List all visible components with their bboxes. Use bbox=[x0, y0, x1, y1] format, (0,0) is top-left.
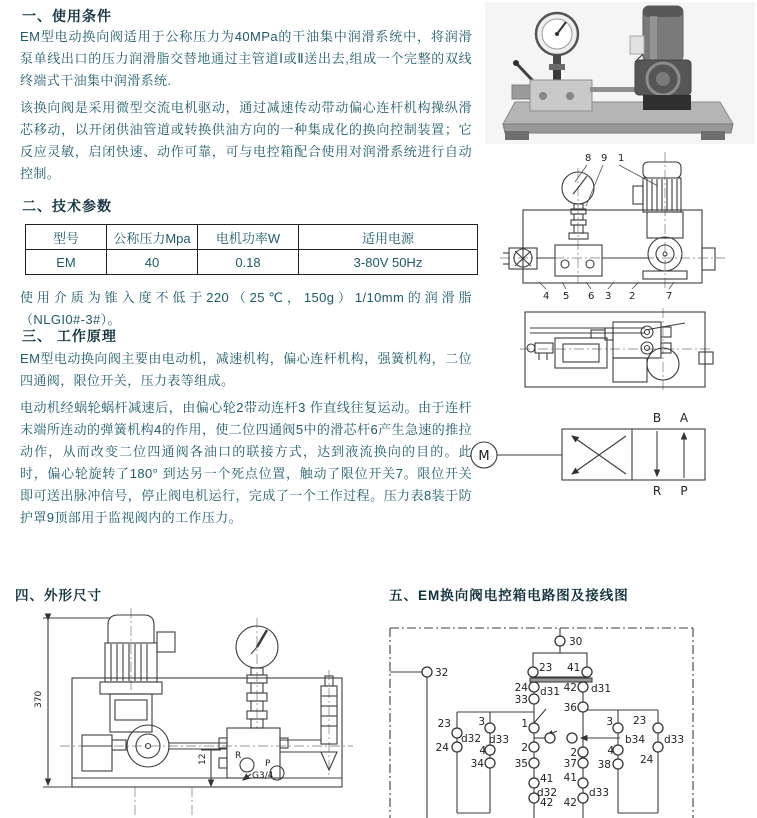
outline-dimension-drawing bbox=[15, 600, 370, 818]
terminal-42-b: 42 bbox=[563, 797, 577, 809]
terminal-42-a: 42 bbox=[540, 797, 554, 809]
spec-table-header-row bbox=[26, 225, 478, 250]
assembly-top-view-drawing bbox=[495, 302, 755, 397]
principle-paragraph-1: EM型电动换向阀主要由电动机，减速机构，偏心连杆机构，强簧机构，二位四通阀，限位开关，压力表等组成。 bbox=[20, 351, 472, 388]
section-dimensions-title: 四、外形尺寸 bbox=[15, 588, 102, 603]
usage-paragraph-2: 该换向阀是采用微型交流电机驱动，通过减速传动带动偏心连杆机构操纵滑芯移动，以开闭供油管道或转换供油方向的一种集成化的换向控制装置；它反应灵敏，启闭快速、动作可靠，可与电控箱配合使用对润滑系统进行自动控制。 bbox=[20, 100, 472, 181]
terminal-41-box: 41 bbox=[567, 662, 581, 674]
assembly-side-view-drawing bbox=[495, 148, 755, 300]
terminal-41-a: 41 bbox=[540, 773, 554, 785]
valve-port-a: A bbox=[679, 411, 689, 425]
terminal-37: 37 bbox=[563, 758, 577, 770]
terminal-23-right: 23 bbox=[633, 715, 647, 727]
callout-1: 1 bbox=[618, 153, 625, 164]
spec-cell-model: EM bbox=[26, 250, 107, 275]
spec-header-supply: 适用电源 bbox=[299, 225, 478, 250]
callout-8: 8 bbox=[585, 153, 592, 164]
terminal-24-left: 24 bbox=[435, 742, 449, 754]
section-specs-title: 二、技术参数 bbox=[22, 198, 112, 214]
principle-paragraph-2: 电动机经蜗轮蜗杆减速后，由偏心轮2带动连杆3 作直线往复运动。由于连杆末端所连动的弹簧机构4的作用，使二位四通阀5中的滑芯杆6产生急速的推拉动作，从而改变二位四通阀各油口的联接方式，达到液流换向的目的。此时，偏心轮旋转了180° 到达另一个死点位置，触动了限位开关7。限位开关即可送出脉冲信号，停止阀电机运行，完成了一个工作过程。压力表8装于防护罩9顶部用于监视阀内的工作压力。 bbox=[20, 400, 472, 525]
dim-12-label: 12 bbox=[198, 753, 208, 765]
spec-header-model: 型号 bbox=[26, 225, 107, 250]
terminal-35: 35 bbox=[514, 758, 528, 770]
terminal-23-box: 23 bbox=[539, 662, 553, 674]
terminal-d33-center: d33 bbox=[489, 734, 510, 746]
section-usage-title: 一、使用条件 bbox=[22, 8, 112, 24]
terminal-d32-bottom: d32 bbox=[537, 787, 558, 799]
section-wiring-title: 五、EM换向阀电控箱电路图及接线图 bbox=[389, 588, 629, 603]
section-principle-body bbox=[20, 348, 472, 534]
section-principle-title: 三、 工作原理 bbox=[22, 328, 117, 344]
terminal-42-a: 42 bbox=[563, 682, 577, 694]
spec-header-pressure: 公称压力Mpa bbox=[107, 225, 198, 250]
terminal-d33-bottom: d33 bbox=[589, 787, 610, 799]
valve-port-r: R bbox=[652, 484, 662, 498]
terminal-d32-left: d32 bbox=[461, 733, 482, 745]
terminal-23-left: 23 bbox=[437, 718, 451, 730]
callout-9: 9 bbox=[601, 153, 608, 164]
callout-4: 4 bbox=[543, 291, 550, 300]
valve-port-b: B bbox=[652, 411, 662, 425]
valve-schematic-symbol bbox=[468, 405, 757, 505]
callout-2: 2 bbox=[629, 291, 636, 300]
terminal-38: 38 bbox=[597, 759, 611, 771]
terminal-3-right: 3 bbox=[606, 716, 613, 728]
usage-paragraph-1: EM型电动换向阀适用于公称压力为40MPa的干油集中润滑系统中，将润滑泵单线出口的压力润滑脂交替地通过主管道Ⅰ或Ⅱ送出去,组成一个完整的双线终端式干油集中润滑系统. bbox=[20, 29, 472, 88]
spec-cell-power: 0.18 bbox=[198, 250, 299, 275]
spec-table bbox=[25, 224, 478, 275]
spec-note: 使用介质为锥入度不低于220（25℃，150g）1/10mm的润滑脂（NLGI0#-3#）。 bbox=[20, 290, 472, 327]
callout-6: 6 bbox=[588, 291, 595, 300]
terminal-d33-right: d33 bbox=[664, 734, 685, 746]
valve-motor-label: M bbox=[478, 449, 490, 464]
wiring-circuit-diagram bbox=[385, 615, 757, 818]
terminal-2-b: 2 bbox=[570, 747, 577, 759]
dim-370-label: 370 bbox=[34, 690, 44, 708]
terminal-2-a: 2 bbox=[521, 742, 528, 754]
port-r-label: R bbox=[235, 751, 242, 761]
terminal-41-b: 41 bbox=[563, 772, 577, 784]
terminal-30: 30 bbox=[569, 636, 583, 648]
terminal-24-a: 24 bbox=[514, 682, 528, 694]
valve-port-p: P bbox=[680, 484, 688, 498]
terminal-33: 33 bbox=[514, 694, 528, 706]
terminal-d31-a: d31 bbox=[540, 686, 561, 698]
callout-7: 7 bbox=[666, 291, 673, 300]
terminal-1: 1 bbox=[521, 718, 528, 730]
callout-5: 5 bbox=[563, 291, 570, 300]
terminal-4-left: 4 bbox=[479, 745, 486, 757]
spec-cell-supply: 3-80V 50Hz bbox=[299, 250, 478, 275]
section-usage-body bbox=[20, 26, 472, 190]
product-photo bbox=[485, 2, 755, 144]
terminal-32: 32 bbox=[435, 667, 449, 679]
terminal-24-right: 24 bbox=[640, 754, 654, 766]
terminal-36: 36 bbox=[563, 702, 577, 714]
port-p-label: P bbox=[265, 759, 271, 769]
terminal-b34: b34 bbox=[625, 734, 646, 746]
callout-3: 3 bbox=[605, 291, 612, 300]
spec-header-power: 电机功率W bbox=[198, 225, 299, 250]
spec-table-data-row bbox=[26, 250, 478, 275]
terminal-d31-b: d31 bbox=[591, 683, 612, 695]
terminal-34: 34 bbox=[470, 758, 484, 770]
terminal-4-right: 4 bbox=[607, 745, 614, 757]
spec-cell-pressure: 40 bbox=[107, 250, 198, 275]
terminal-3-left: 3 bbox=[478, 716, 485, 728]
thread-g34-label: G3/4 bbox=[252, 771, 274, 781]
